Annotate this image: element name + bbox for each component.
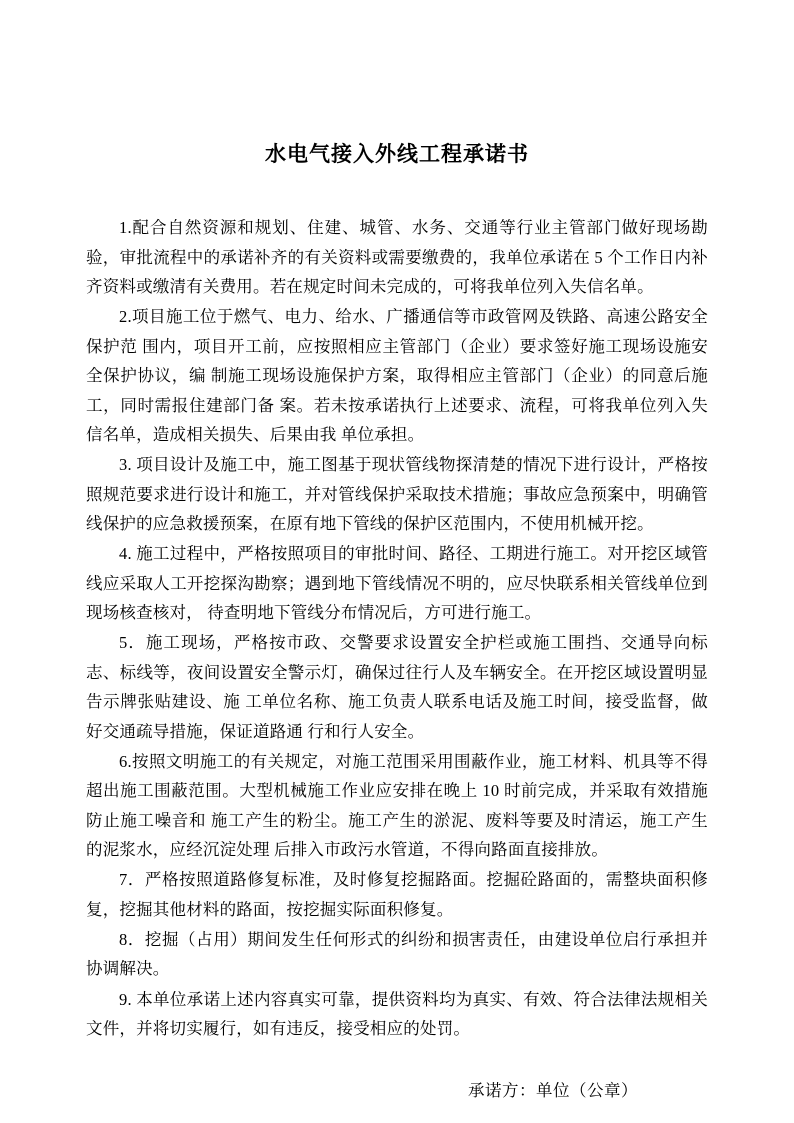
paragraph: 2.项目施工位于燃气、电力、给水、广播通信等市政管网及铁路、高速公路安全保护范 围内，项目开工前，应按照相应主管部门（企业）要求签好施工现场设施安全保护协议，编 制施工现场设施保护方案，取得相应主管部门（企业）的同意后施工，同时需报住建部门备 案。若未按承诺执行上述要求、流程，可将我单位列入失信名单，造成相关损失、后果由我 单位承担。 [86,307,708,444]
paragraph: 3. 项目设计及施工中，施工图基于现状管线物探清楚的情况下进行设计，严格按照规范要求进行设计和施工，并对管线保护采取技术措施；事故应急预案中，明确管线保护的应急救援预案，在原有地下管线的保护区范围内，不使用机械开挖。 [86,455,708,533]
paragraph: 7．严格按照道路修复标准，及时修复挖掘路面。挖掘砼路面的，需整块面积修复，挖掘其他材料的路面，按挖掘实际面积修复。 [86,870,708,919]
paragraph: 1.配合自然资源和规划、住建、城管、水务、交通等行业主管部门做好现场勘验，审批流程中的承诺补齐的有关资料或需要缴费的，我单位承诺在 5 个工作日内补齐资料或缴清有关费用。若在规定时间未完成的，可将我单位列入失信名单。 [86,218,708,297]
page-title: 水电气接入外线工程承诺书 [265,142,529,166]
document-body [86,213,708,1043]
paragraph: 8．挖掘（占用）期间发生任何形式的纠纷和损害责任，由建设单位启行承担并协调解决。 [86,930,708,979]
signature-line: 承诺方：单位（公章） [468,1081,638,1101]
paragraph: 9. 本单位承诺上述内容真实可靠，提供资料均为真实、有效、符合法律法规相关文件，并将切实履行，如有违反，接受相应的处罚。 [86,989,708,1039]
paragraph: 6.按照文明施工的有关规定，对施工范围采用围蔽作业，施工材料、机具等不得超出施工围蔽范围。大型机械施工作业应安排在晚上 10 时前完成，并采取有效措施防止施工噪音和 施工产生的粉尘。施工产生的淤泥、废料等要及时清运，施工产生的泥浆水，应经沉淀处理 后排入市政污水管道，不得向路面直接排放。 [86,751,708,859]
paragraph: 5．施工现场，严格按市政、交警要求设置安全护栏或施工围挡、交通导向标志、标线等，夜间设置安全警示灯，确保过往行人及车辆安全。在开挖区域设置明显告示牌张贴建设、施 工单位名称、施工负责人联系电话及施工时间，接受监督，做好交通疏导措施，保证道路通 行和行人安全。 [86,633,708,741]
paragraph: 4. 施工过程中，严格按照项目的审批时间、路径、工期进行施工。对开挖区域管线应采取人工开挖探沟勘察；遇到地下管线情况不明的，应尽快联系相关管线单位到现场核查核对， 待查明地下管线分布情况后，方可进行施工。 [86,544,708,623]
